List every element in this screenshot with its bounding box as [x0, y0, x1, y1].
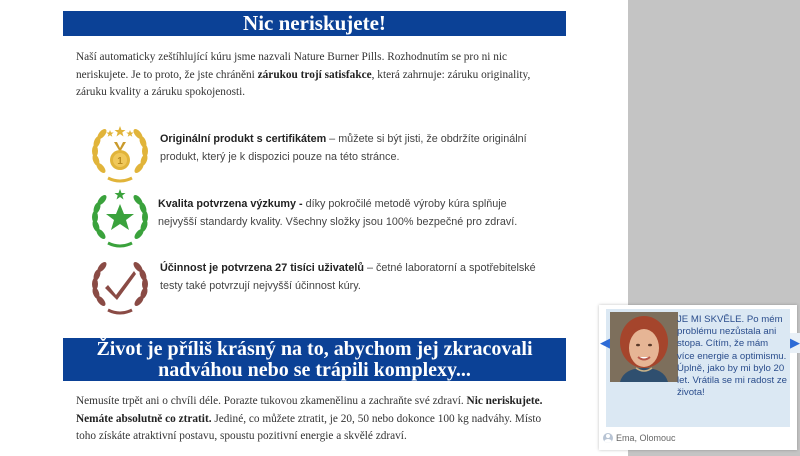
feature-quality-research: Kvalita potvrzena výzkumy - díky pokročilé metodě výroby kúra splňuje nejvyšší standardy kvality. Všechny složky jsou 100% bezpečné pro zdraví. — [158, 198, 518, 228]
green-star-award-icon — [88, 186, 152, 250]
woman-portrait-photo — [610, 312, 678, 382]
next-arrow-button[interactable]: ▶ — [790, 333, 800, 353]
life-paragraph: Nemusíte trpět ani o chvíli déle. Porazte tukovou zkamenělinu a zachraňte své zdraví. Nic neriskujete. Nemáte absolutně co ztratit. Jediné, co můžete ztratit, je 20, 50 nebo dokonce 100 kg nadváhy. Místo toho získáte atraktivní postavu, spoustu pozitivní energie a skvělé zdraví. — [76, 395, 543, 442]
intro-paragraph: Naší automaticky zeštíhlující kúru jsme nazvali Nature Burner Pills. Rozhodnutím se pro ni nic neriskujete. Je to proto, že jste chráněni zárukou trojí satisfakce, která zahrnuje: záruku originality, záruku kvality a záruku spokojenosti. — [76, 51, 531, 98]
svg-text:1: 1 — [117, 156, 123, 167]
section-heading-no-risk: Nic neriskujete! — [63, 11, 566, 36]
brown-checkmark-award-icon — [88, 253, 152, 317]
testimonial-widget — [599, 305, 800, 450]
user-icon — [603, 433, 613, 443]
author-name: Ema, Olomouc — [616, 433, 676, 443]
section-heading-life-beautiful: Život je příliš krásný na to, abychom jej zkracovali nadváhou nebo se trápili komplexy... — [63, 338, 566, 381]
previous-arrow-button[interactable]: ◀ — [600, 335, 610, 350]
feature-original-product: Originální produkt s certifikátem – můžete si být jisti, že obdržíte originální produkt, který je k dispozici pouze na této stránce. — [160, 133, 527, 163]
gold-medal-award-icon — [88, 122, 152, 186]
testimonial-author — [603, 433, 676, 443]
testimonial-card — [600, 309, 800, 427]
feature-effectiveness-users: Účinnost je potvrzena 27 tisíci uživatelů – četné laboratorní a spotřebitelské testy také potvrzují nejvyšší účinnost kúry. — [160, 262, 536, 292]
testimonial-quote: JE MI SKVĚLE. Po mém problému nezůstala ani stopa. Cítím, že mám více energie a optimismu. Úplně, jako by mi bylo 20 let. Vrátila se mi radost ze života! — [677, 314, 788, 399]
testimonial-avatar — [610, 312, 678, 382]
